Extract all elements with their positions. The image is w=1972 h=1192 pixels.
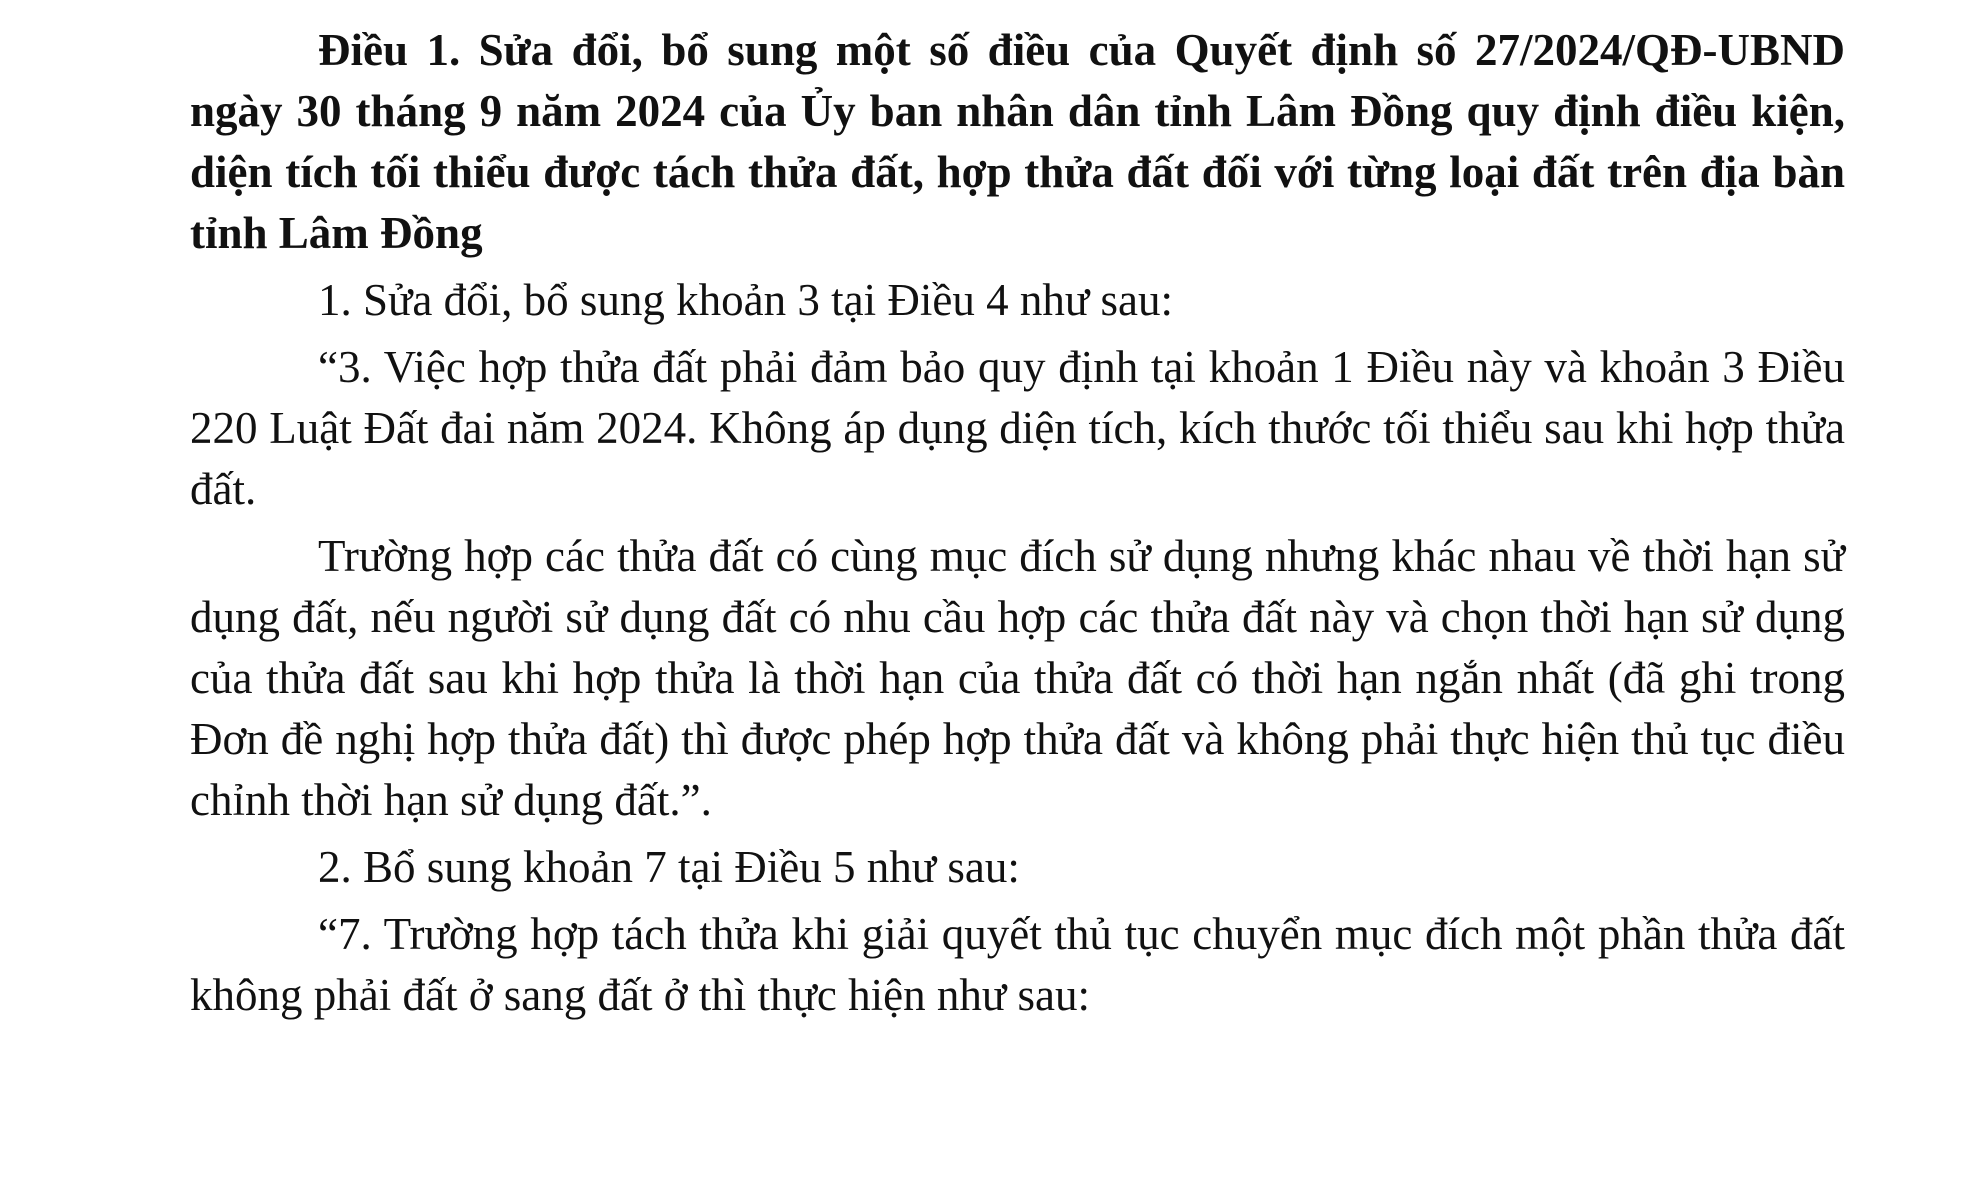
- clause-3-continuation: Trường hợp các thửa đất có cùng mục đích sử dụng nhưng khác nhau về thời hạn sử dụng đất, nếu người sử dụng đất có nhu cầu hợp các thửa đất này và chọn thời hạn sử dụng của thửa đất sau khi hợp thửa là thời hạn của thửa đất có thời hạn ngắn nhất (đã ghi trong Đơn đề nghị hợp thửa đất) thì được phép hợp thửa đất và không phải thực hiện thủ tục điều chỉnh thời hạn sử dụng đất.”.: [190, 531, 1845, 825]
- clause-7-text: “7. Trường hợp tách thửa khi giải quyết thủ tục chuyển mục đích một phần thửa đất không phải đất ở sang đất ở thì thực hiện như sau:: [190, 909, 1845, 1020]
- document-body: [190, 20, 1845, 1026]
- clause-1-intro: 1. Sửa đổi, bổ sung khoản 3 tại Điều 4 như sau:: [318, 275, 1173, 325]
- article-heading: Điều 1. Sửa đổi, bổ sung một số điều của Quyết định số 27/2024/QĐ-UBND ngày 30 tháng 9 năm 2024 của Ủy ban nhân dân tỉnh Lâm Đồng quy định điều kiện, diện tích tối thiểu được tách thửa đất, hợp thửa đất đối với từng loại đất trên địa bàn tỉnh Lâm Đồng: [190, 25, 1845, 258]
- clause-2-intro: 2. Bổ sung khoản 7 tại Điều 5 như sau:: [318, 842, 1020, 892]
- clause-3-text: “3. Việc hợp thửa đất phải đảm bảo quy định tại khoản 1 Điều này và khoản 3 Điều 220 Luật Đất đai năm 2024. Không áp dụng diện tích, kích thước tối thiểu sau khi hợp thửa đất.: [190, 342, 1845, 514]
